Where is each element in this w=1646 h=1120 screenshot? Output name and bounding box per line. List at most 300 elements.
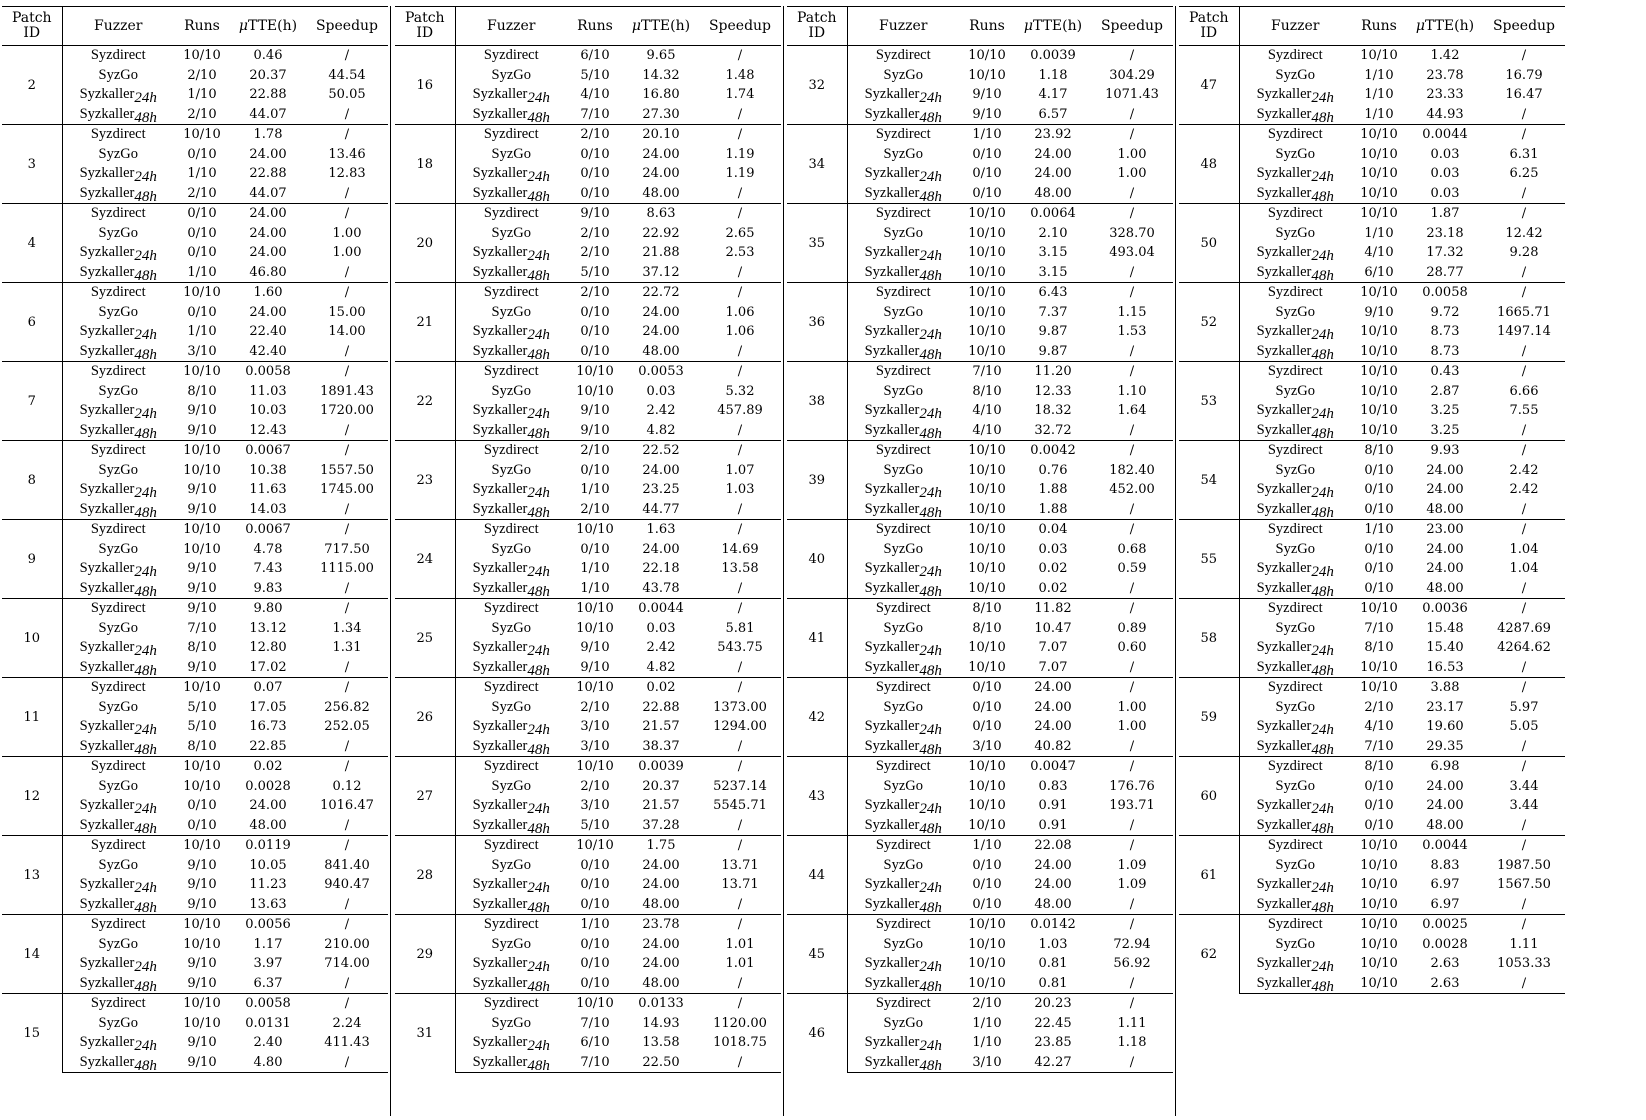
- speedup-value: /: [737, 422, 743, 438]
- speedup-cell: [306, 698, 388, 718]
- speedup-cell: [306, 125, 388, 145]
- mean-tte-cell: [1407, 480, 1483, 500]
- runs-cell: [174, 184, 230, 204]
- speedup-value: 16.47: [1505, 87, 1543, 103]
- mean-tte-value: 2.10: [1038, 225, 1068, 241]
- mean-tte-value: 16.73: [249, 719, 287, 735]
- speedup-cell: [1091, 500, 1173, 520]
- fuzzer-name: Syzdirect: [1267, 47, 1323, 64]
- fuzzer-name: Syzdirect: [90, 679, 146, 696]
- mean-tte-cell: [1407, 283, 1483, 303]
- mean-tte-cell: [1015, 303, 1091, 323]
- mean-tte-value: 13.63: [249, 896, 287, 912]
- runs-value: 10/10: [968, 206, 1006, 222]
- patch-id-cell: [787, 520, 847, 599]
- mean-tte-cell: [1015, 540, 1091, 560]
- fuzzer-cell: [847, 856, 959, 876]
- runs-value: 4/10: [1364, 719, 1394, 735]
- patch-id: 9: [27, 551, 36, 567]
- runs-value: 7/10: [580, 1015, 610, 1031]
- speedup-value: /: [344, 680, 350, 696]
- speedup-cell: [1483, 757, 1565, 777]
- mean-tte-value: 0.0044: [638, 601, 684, 617]
- speedup-value: /: [737, 996, 743, 1012]
- mean-tte-cell: [623, 224, 699, 244]
- fuzzer-name: Syzkaller: [79, 481, 135, 498]
- table-row: [2, 599, 388, 619]
- fuzzer-subscript: 48h: [527, 741, 550, 758]
- mean-tte-cell: [230, 500, 306, 520]
- speedup-cell: [306, 895, 388, 915]
- fuzzer-cell: [1239, 935, 1351, 955]
- runs-cell: [174, 105, 230, 125]
- fuzzer-cell: [62, 520, 174, 540]
- mean-tte-cell: [230, 145, 306, 165]
- fuzzer-cell: [62, 816, 174, 836]
- mean-tte-cell: [1015, 322, 1091, 342]
- speedup-value: 940.47: [324, 877, 370, 893]
- mean-tte-value: 9.83: [253, 580, 283, 596]
- patch-id: 47: [1200, 77, 1218, 93]
- mean-tte-value: 0.02: [646, 680, 676, 696]
- speedup-cell: [1483, 895, 1565, 915]
- patch-id: 4: [27, 235, 36, 251]
- runs-cell: [174, 638, 230, 658]
- data-table: [1179, 6, 1565, 994]
- fuzzer-name: SyzGo: [98, 461, 138, 478]
- runs-value: 1/10: [972, 1035, 1002, 1051]
- mean-tte-value: 8.63: [646, 206, 676, 222]
- speedup-cell: [306, 875, 388, 895]
- patch-id-cell: [2, 362, 62, 441]
- runs-value: 9/10: [187, 601, 217, 617]
- speedup-value: /: [1129, 680, 1135, 696]
- speedup-value: /: [737, 738, 743, 754]
- runs-value: 9/10: [187, 956, 217, 972]
- patch-id: 15: [23, 1025, 41, 1041]
- fuzzer-subscript: 48h: [134, 978, 157, 995]
- fuzzer-subscript: 48h: [1311, 504, 1334, 521]
- runs-cell: [567, 559, 623, 579]
- runs-cell: [567, 954, 623, 974]
- runs-value: 2/10: [580, 443, 610, 459]
- mean-tte-cell: [230, 757, 306, 777]
- fuzzer-cell: [455, 836, 567, 856]
- runs-cell: [567, 836, 623, 856]
- speedup-value: /: [1129, 896, 1135, 912]
- fuzzer-subscript: 24h: [527, 327, 550, 344]
- fuzzer-name: Syzdirect: [875, 600, 931, 617]
- mean-tte-value: 24.00: [642, 304, 680, 320]
- runs-cell: [1351, 204, 1407, 224]
- fuzzer-cell: [847, 559, 959, 579]
- mean-tte-cell: [1407, 342, 1483, 362]
- mean-tte-value: 2.63: [1430, 975, 1460, 991]
- mean-tte-cell: [1407, 816, 1483, 836]
- fuzzer-name: Syzdirect: [875, 284, 931, 301]
- mean-tte-value: 21.57: [642, 719, 680, 735]
- speedup-value: 1.53: [1117, 324, 1147, 340]
- fuzzer-name: Syzdirect: [483, 995, 539, 1012]
- mean-tte-value: 23.25: [642, 482, 680, 498]
- fuzzer-cell: [847, 441, 959, 461]
- speedup-value: 411.43: [324, 1035, 370, 1051]
- runs-cell: [567, 243, 623, 263]
- runs-value: 0/10: [972, 896, 1002, 912]
- patch-id: 7: [27, 393, 36, 409]
- patch-id: 60: [1200, 788, 1218, 804]
- fuzzer-name: Syzkaller: [1256, 481, 1312, 498]
- speedup-cell: [1091, 224, 1173, 244]
- mean-tte-cell: [1015, 895, 1091, 915]
- runs-value: 9/10: [187, 896, 217, 912]
- mean-tte-cell: [1407, 500, 1483, 520]
- fuzzer-cell: [1239, 520, 1351, 540]
- fuzzer-subscript: 24h: [1311, 90, 1334, 107]
- fuzzer-subscript: 48h: [1311, 109, 1334, 126]
- mean-tte-cell: [623, 856, 699, 876]
- speedup-cell: [1091, 717, 1173, 737]
- fuzzer-cell: [847, 145, 959, 165]
- mean-tte-cell: [230, 382, 306, 402]
- fuzzer-cell: [62, 362, 174, 382]
- mean-tte-cell: [1015, 974, 1091, 994]
- runs-value: 10/10: [968, 285, 1006, 301]
- speedup-value: /: [344, 975, 350, 991]
- runs-value: 8/10: [972, 620, 1002, 636]
- speedup-value: 1.74: [725, 87, 755, 103]
- runs-cell: [1351, 322, 1407, 342]
- speedup-cell: [1091, 678, 1173, 698]
- runs-value: 0/10: [580, 896, 610, 912]
- mean-tte-cell: [623, 303, 699, 323]
- patch-id: 34: [808, 156, 826, 172]
- speedup-value: /: [1521, 896, 1527, 912]
- runs-value: 0/10: [580, 541, 610, 557]
- fuzzer-name: Syzkaller: [864, 402, 920, 419]
- runs-cell: [1351, 243, 1407, 263]
- speedup-cell: [1483, 204, 1565, 224]
- speedup-value: /: [1521, 501, 1527, 517]
- speedup-cell: [306, 796, 388, 816]
- speedup-cell: [1483, 856, 1565, 876]
- mean-tte-value: 17.02: [249, 659, 287, 675]
- speedup-cell: [699, 1053, 781, 1073]
- runs-value: 8/10: [187, 383, 217, 399]
- mean-tte-value: 9.87: [1038, 343, 1068, 359]
- fuzzer-name: Syzkaller: [472, 1034, 528, 1051]
- runs-cell: [174, 441, 230, 461]
- fuzzer-cell: [62, 915, 174, 935]
- fuzzer-name: SyzGo: [883, 1014, 923, 1031]
- runs-cell: [959, 619, 1015, 639]
- fuzzer-name: Syzkaller: [864, 244, 920, 261]
- runs-cell: [959, 224, 1015, 244]
- speedup-value: 1.01: [725, 936, 755, 952]
- runs-cell: [1351, 85, 1407, 105]
- fuzzer-name: Syzkaller: [864, 342, 920, 359]
- mean-tte-cell: [1015, 559, 1091, 579]
- mean-tte-cell: [230, 46, 306, 66]
- fuzzer-name: Syzdirect: [90, 205, 146, 222]
- fuzzer-name: Syzdirect: [1267, 679, 1323, 696]
- runs-cell: [567, 283, 623, 303]
- patch-id: 14: [23, 946, 41, 962]
- speedup-value: /: [1129, 738, 1135, 754]
- fuzzer-name: Syzdirect: [483, 521, 539, 538]
- fuzzer-cell: [847, 362, 959, 382]
- mean-tte-value: 3.97: [253, 956, 283, 972]
- mean-tte-value: 9.93: [1430, 443, 1460, 459]
- speedup-value: /: [1129, 48, 1135, 64]
- header-mu-symbol: μ: [631, 17, 641, 34]
- speedup-cell: [1091, 954, 1173, 974]
- fuzzer-cell: [455, 1053, 567, 1073]
- speedup-cell: [1483, 954, 1565, 974]
- speedup-cell: [1483, 737, 1565, 757]
- runs-cell: [567, 145, 623, 165]
- speedup-cell: [1091, 836, 1173, 856]
- mean-tte-cell: [1015, 66, 1091, 86]
- header-runs: [959, 7, 1015, 46]
- header-patch-id-label: Patch ID: [11, 10, 52, 41]
- header-patch-id-label: Patch ID: [796, 10, 837, 41]
- fuzzer-name: SyzGo: [491, 619, 531, 636]
- mean-tte-cell: [1015, 658, 1091, 678]
- speedup-cell: [699, 480, 781, 500]
- mean-tte-cell: [623, 145, 699, 165]
- table-row: [395, 757, 781, 777]
- fuzzer-name: Syzkaller: [1256, 500, 1312, 517]
- mean-tte-value: 20.37: [642, 778, 680, 794]
- speedup-value: 50.05: [328, 87, 366, 103]
- fuzzer-name: Syzdirect: [875, 521, 931, 538]
- speedup-cell: [306, 717, 388, 737]
- speedup-value: 1987.50: [1497, 857, 1551, 873]
- speedup-cell: [306, 263, 388, 283]
- fuzzer-subscript: 24h: [527, 406, 550, 423]
- table-row: [395, 599, 781, 619]
- mean-tte-value: 16.80: [642, 87, 680, 103]
- runs-cell: [1351, 184, 1407, 204]
- patch-id: 29: [416, 946, 434, 962]
- patch-id-cell: [395, 678, 455, 757]
- fuzzer-cell: [455, 816, 567, 836]
- fuzzer-cell: [455, 935, 567, 955]
- fuzzer-name: Syzdirect: [90, 284, 146, 301]
- speedup-value: /: [1129, 501, 1135, 517]
- fuzzer-cell: [62, 125, 174, 145]
- fuzzer-name: Syzkaller: [1256, 184, 1312, 201]
- table-row: [787, 757, 1173, 777]
- mean-tte-value: 6.97: [1430, 896, 1460, 912]
- speedup-cell: [699, 717, 781, 737]
- fuzzer-name: Syzkaller: [79, 184, 135, 201]
- runs-value: 10/10: [576, 996, 614, 1012]
- fuzzer-cell: [1239, 322, 1351, 342]
- fuzzer-cell: [1239, 46, 1351, 66]
- runs-value: 7/10: [1364, 738, 1394, 754]
- table-row: [787, 46, 1173, 66]
- fuzzer-name: Syzkaller: [864, 579, 920, 596]
- runs-value: 10/10: [1360, 206, 1398, 222]
- speedup-value: /: [737, 501, 743, 517]
- header-runs-label: Runs: [1361, 17, 1397, 34]
- speedup-cell: [699, 915, 781, 935]
- mean-tte-value: 9.72: [1430, 304, 1460, 320]
- runs-cell: [959, 480, 1015, 500]
- fuzzer-name: SyzGo: [883, 698, 923, 715]
- speedup-cell: [1091, 303, 1173, 323]
- runs-value: 10/10: [183, 1015, 221, 1031]
- runs-value: 0/10: [580, 304, 610, 320]
- speedup-value: /: [737, 106, 743, 122]
- patch-id: 52: [1200, 314, 1218, 330]
- runs-value: 8/10: [1364, 759, 1394, 775]
- mean-tte-cell: [230, 164, 306, 184]
- runs-value: 9/10: [1364, 304, 1394, 320]
- patch-id-cell: [2, 125, 62, 204]
- mean-tte-cell: [623, 164, 699, 184]
- mean-tte-cell: [623, 540, 699, 560]
- mean-tte-cell: [230, 777, 306, 797]
- fuzzer-subscript: 48h: [134, 504, 157, 521]
- speedup-value: /: [737, 601, 743, 617]
- runs-cell: [174, 500, 230, 520]
- runs-value: 10/10: [1360, 936, 1398, 952]
- block-separator: [783, 6, 784, 1116]
- fuzzer-cell: [455, 757, 567, 777]
- fuzzer-subscript: 48h: [527, 820, 550, 837]
- runs-value: 10/10: [576, 364, 614, 380]
- speedup-value: 304.29: [1109, 67, 1155, 83]
- mean-tte-cell: [230, 461, 306, 481]
- fuzzer-name: Syzdirect: [1267, 442, 1323, 459]
- speedup-value: 1016.47: [320, 798, 374, 814]
- fuzzer-cell: [847, 638, 959, 658]
- speedup-value: /: [344, 285, 350, 301]
- patch-id: 50: [1200, 235, 1218, 251]
- runs-cell: [1351, 480, 1407, 500]
- runs-cell: [567, 342, 623, 362]
- patch-id-cell: [2, 204, 62, 283]
- runs-cell: [567, 757, 623, 777]
- speedup-cell: [1483, 796, 1565, 816]
- fuzzer-name: Syzdirect: [90, 600, 146, 617]
- fuzzer-cell: [847, 46, 959, 66]
- header-tte-label: TTE(h): [1425, 17, 1475, 34]
- fuzzer-cell: [455, 283, 567, 303]
- runs-cell: [1351, 638, 1407, 658]
- fuzzer-cell: [1239, 66, 1351, 86]
- patch-id: 26: [416, 709, 434, 725]
- fuzzer-cell: [455, 461, 567, 481]
- mean-tte-value: 22.92: [642, 225, 680, 241]
- fuzzer-name: Syzkaller: [864, 639, 920, 656]
- speedup-value: /: [737, 185, 743, 201]
- speedup-value: /: [344, 896, 350, 912]
- speedup-cell: [306, 204, 388, 224]
- speedup-cell: [306, 1053, 388, 1073]
- speedup-cell: [306, 540, 388, 560]
- runs-cell: [174, 579, 230, 599]
- fuzzer-cell: [455, 717, 567, 737]
- mean-tte-value: 1.87: [1430, 206, 1460, 222]
- runs-cell: [959, 362, 1015, 382]
- runs-cell: [174, 619, 230, 639]
- runs-value: 10/10: [1360, 343, 1398, 359]
- fuzzer-subscript: 48h: [919, 1057, 942, 1074]
- mean-tte-value: 48.00: [1426, 580, 1464, 596]
- fuzzer-cell: [1239, 480, 1351, 500]
- patch-id: 36: [808, 314, 826, 330]
- runs-value: 1/10: [580, 561, 610, 577]
- speedup-value: /: [344, 48, 350, 64]
- patch-id: 46: [808, 1025, 826, 1041]
- table-row: [1179, 520, 1565, 540]
- mean-tte-cell: [230, 441, 306, 461]
- patch-id: 16: [416, 77, 434, 93]
- fuzzer-cell: [1239, 717, 1351, 737]
- mean-tte-cell: [230, 66, 306, 86]
- fuzzer-name: Syzkaller: [864, 105, 920, 122]
- runs-cell: [174, 85, 230, 105]
- fuzzer-cell: [847, 974, 959, 994]
- mean-tte-value: 43.78: [642, 580, 680, 596]
- runs-cell: [959, 757, 1015, 777]
- runs-cell: [959, 994, 1015, 1014]
- patch-id-cell: [2, 915, 62, 994]
- speedup-value: 717.50: [324, 541, 370, 557]
- speedup-cell: [1091, 737, 1173, 757]
- fuzzer-name: Syzdirect: [875, 47, 931, 64]
- runs-value: 10/10: [968, 580, 1006, 596]
- mean-tte-cell: [1407, 777, 1483, 797]
- mean-tte-cell: [230, 717, 306, 737]
- runs-value: 0/10: [972, 857, 1002, 873]
- fuzzer-name: SyzGo: [1275, 698, 1315, 715]
- mean-tte-cell: [1015, 698, 1091, 718]
- runs-value: 5/10: [580, 264, 610, 280]
- fuzzer-subscript: 48h: [134, 662, 157, 679]
- patch-id: 18: [416, 156, 434, 172]
- fuzzer-name: SyzGo: [491, 303, 531, 320]
- speedup-cell: [699, 184, 781, 204]
- mean-tte-cell: [1015, 579, 1091, 599]
- fuzzer-name: Syzdirect: [90, 126, 146, 143]
- runs-cell: [1351, 263, 1407, 283]
- mean-tte-value: 24.00: [642, 166, 680, 182]
- header-fuzzer: [1239, 7, 1351, 46]
- mean-tte-value: 6.37: [253, 975, 283, 991]
- mean-tte-value: 24.00: [1426, 482, 1464, 498]
- mean-tte-value: 18.32: [1034, 403, 1072, 419]
- mean-tte-value: 14.32: [642, 67, 680, 83]
- speedup-value: /: [344, 522, 350, 538]
- speedup-value: 1.00: [1117, 166, 1147, 182]
- fuzzer-subscript: 48h: [919, 504, 942, 521]
- runs-value: 10/10: [183, 759, 221, 775]
- speedup-value: /: [737, 48, 743, 64]
- fuzzer-subscript: 48h: [919, 425, 942, 442]
- speedup-value: 1.01: [725, 956, 755, 972]
- mean-tte-cell: [1015, 717, 1091, 737]
- speedup-value: 1.09: [1117, 877, 1147, 893]
- fuzzer-name: SyzGo: [883, 461, 923, 478]
- table-row: [2, 836, 388, 856]
- speedup-value: 1018.75: [713, 1035, 767, 1051]
- fuzzer-cell: [62, 224, 174, 244]
